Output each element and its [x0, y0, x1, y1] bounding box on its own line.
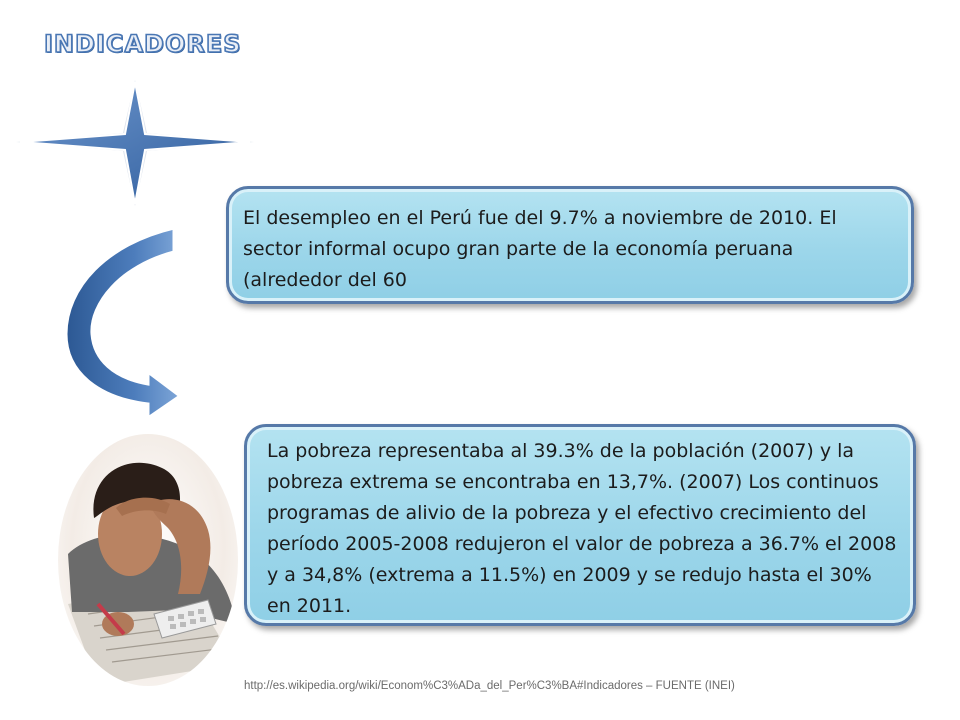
- unemployment-box: [226, 186, 914, 304]
- poverty-text: La pobreza representaba al 39.3% de la población (2007) y la pobreza extrema se encontraba en 13,7%. (2007) Los continuos programas de alivio de la pobreza y el efectivo crecimiento del período 2005-2008 redujeron el valor de pobreza a 36.7% el 2008 y a 34,8% (extrema a 11.5%) en 2009 y se redujo hasta el 30% en 2011.: [267, 440, 897, 617]
- poverty-box: [244, 424, 916, 626]
- slide-title: INDICADORES: [44, 30, 242, 58]
- worried-man-illustration: [58, 434, 238, 686]
- four-point-star-icon: [14, 78, 264, 214]
- source-citation: http://es.wikipedia.org/wiki/Econom%C3%ADa_del_Per%C3%BA#Indicadores – FUENTE (INEI): [244, 680, 735, 692]
- worried-man-photo: [58, 434, 238, 686]
- curved-arrow-icon: [62, 222, 192, 422]
- unemployment-text: El desempleo en el Perú fue del 9.7% a noviembre de 2010. El sector informal ocupo gran parte de la economía peruana (alrededor del 60: [243, 207, 837, 291]
